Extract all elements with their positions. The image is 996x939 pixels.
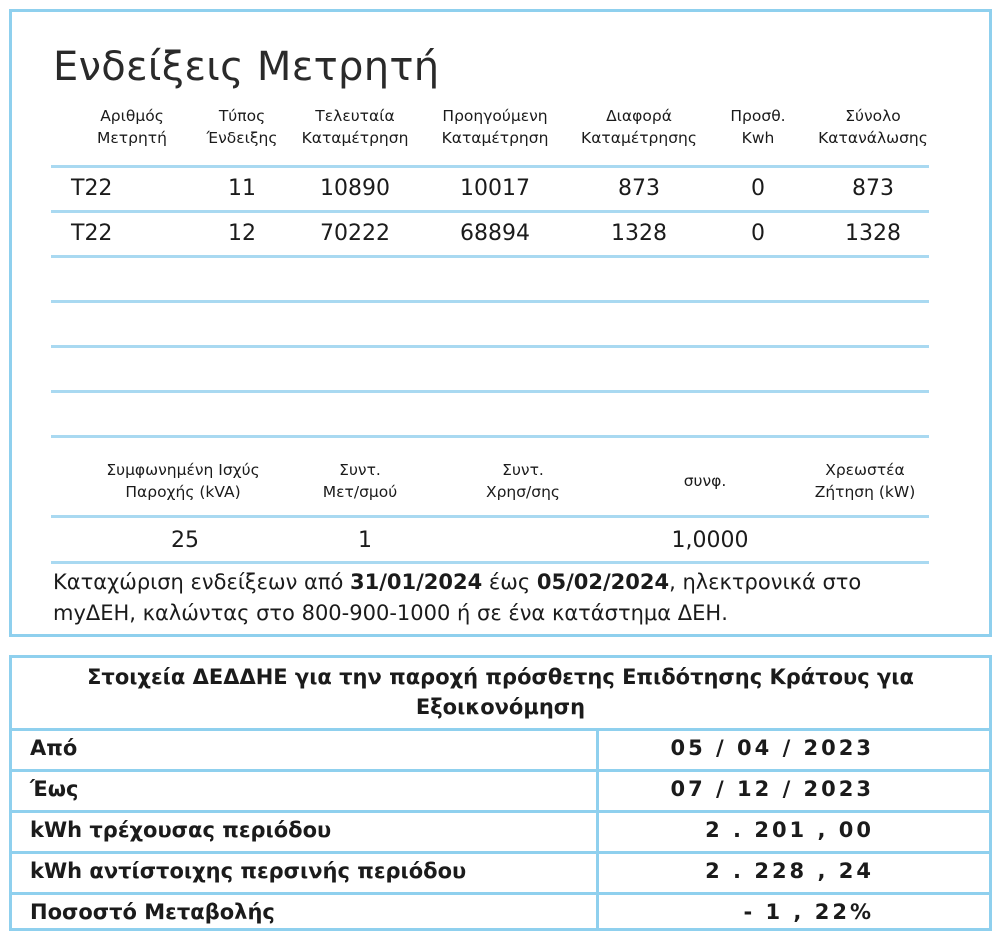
header-line: Διαφορά: [606, 107, 672, 125]
table-cell: 11: [228, 176, 256, 201]
table-rule: [51, 390, 929, 393]
table-cell: 1328: [845, 221, 901, 246]
table-rule: [51, 435, 929, 438]
table-cell: 0: [751, 176, 765, 201]
table-cell: 10890: [320, 176, 390, 201]
header-meter-number: [92, 105, 172, 149]
subsidy-row-current-kwh: [12, 810, 989, 851]
note-date-from: 31/01/2024: [350, 570, 483, 594]
header-usage-coef: [468, 459, 578, 503]
header-total-consumption: [804, 105, 942, 149]
note-text: Καταχώριση ενδείξεων από: [53, 570, 350, 594]
subsidy-row-to: [12, 769, 989, 810]
table-cell: 0: [751, 221, 765, 246]
table-rule: [51, 255, 929, 258]
subsidy-row-from: [12, 728, 989, 769]
header-last-reading: [290, 105, 420, 149]
row-value: 2 . 228 , 24: [705, 859, 874, 883]
header-line: Καταμέτρηση: [301, 129, 409, 147]
header-line: Τύπος: [218, 107, 266, 125]
redacted-meter-number: [120, 213, 180, 255]
subsidy-panel: [9, 655, 992, 931]
table-rule: [51, 345, 929, 348]
table-rule: [51, 300, 929, 303]
header-line: Kwh: [741, 129, 775, 147]
header-reading-difference: [569, 105, 709, 149]
table-cell: 70222: [320, 221, 390, 246]
header-power-factor: [650, 470, 760, 492]
header-line: Προηγούμενη: [442, 107, 548, 125]
power-factor-value: 1,0000: [671, 528, 749, 553]
header-line: Κατανάλωσης: [818, 129, 928, 147]
column-separator: [596, 895, 599, 928]
subsidy-row-last-year-kwh: [12, 851, 989, 892]
header-line: Καταμέτρησης: [581, 129, 697, 147]
column-separator: [596, 772, 599, 810]
header-line: Χρησ/σης: [485, 483, 561, 501]
row-value: - 1 , 22%: [743, 900, 874, 924]
row-label: Ποσοστό Μεταβολής: [30, 900, 275, 924]
row-label: Έως: [30, 777, 79, 801]
row-value: 2 . 201 , 00: [705, 818, 874, 842]
redacted-meter-number: [120, 168, 180, 210]
table-cell: 873: [852, 176, 894, 201]
header-line: Τελευταία: [315, 107, 395, 125]
header-line: Αριθμός: [100, 107, 164, 125]
table-cell: T22: [71, 221, 113, 246]
subsidy-title: Στοιχεία ΔΕΔΔΗΕ για την παροχή πρόσθετης Επιδότησης Κράτους για Εξοικονόμηση: [87, 665, 914, 719]
table-cell: 1328: [611, 221, 667, 246]
header-line: Συντ.: [339, 461, 381, 479]
row-value: 05 / 04 / 2023: [670, 736, 874, 760]
header-line: Παροχής (kVA): [125, 483, 241, 501]
header-line: Καταμέτρηση: [441, 129, 549, 147]
table-cell: 10017: [460, 176, 530, 201]
header-line: Ένδειξης: [206, 129, 278, 147]
column-separator: [596, 813, 599, 851]
row-label: kWh τρέχουσας περιόδου: [30, 818, 332, 842]
table-cell: 12: [228, 221, 256, 246]
header-metering-coef: [305, 459, 415, 503]
header-chargeable-demand: [795, 459, 935, 503]
header-reading-type: [202, 105, 282, 149]
column-separator: [596, 731, 599, 769]
row-value: 07 / 12 / 2023: [670, 777, 874, 801]
note-date-to: 05/02/2024: [536, 570, 670, 594]
header-line: Συμφωνημένη Ισχύς: [106, 461, 260, 479]
header-previous-reading: [428, 105, 562, 149]
header-line: Προσθ.: [730, 107, 786, 125]
table-rule: [51, 210, 929, 213]
row-label: Από: [30, 736, 78, 760]
header-line: Ζήτηση (kW): [814, 483, 916, 501]
column-separator: [596, 854, 599, 892]
header-agreed-power: [78, 459, 288, 503]
note-text: έως: [482, 570, 537, 594]
table-rule: [51, 165, 929, 168]
table-rule: [51, 515, 929, 518]
agreed-power-value: 25: [171, 528, 199, 553]
header-line: συνφ.: [683, 472, 727, 490]
row-label: kWh αντίστοιχης περσινής περιόδου: [30, 859, 467, 883]
meter-readings-title: Ενδείξεις Μετρητή: [53, 44, 440, 90]
header-line: Συντ.: [502, 461, 544, 479]
header-line: Μετ/σμού: [322, 483, 398, 501]
note-text: , ηλεκτρονικά στο myΔΕΗ, καλώντας στο 800-900-1000 ή σε ένα κατάστημα ΔΕΗ.: [53, 570, 862, 625]
table-rule: [51, 561, 929, 564]
header-line: Σύνολο: [845, 107, 901, 125]
subsidy-row-change-percent: [12, 892, 989, 928]
metering-coef-value: 1: [358, 528, 372, 553]
header-line: Μετρητή: [97, 129, 167, 147]
header-additional-kwh: [718, 105, 798, 149]
table-cell: T22: [71, 176, 113, 201]
table-cell: 68894: [460, 221, 530, 246]
table-cell: 873: [618, 176, 660, 201]
header-line: Χρεωστέα: [825, 461, 905, 479]
reading-submission-note: [53, 567, 943, 629]
